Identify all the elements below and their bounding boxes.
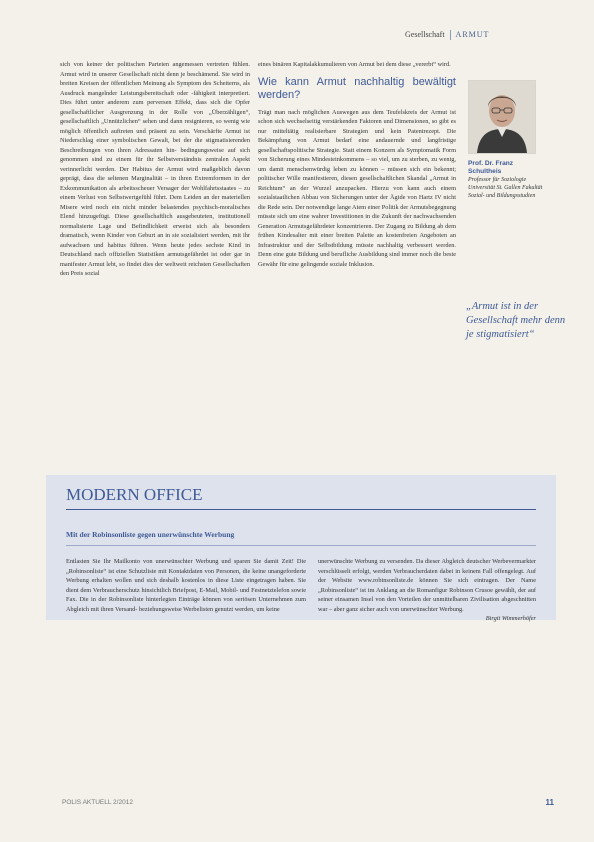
author-photo <box>468 80 536 154</box>
info-box <box>46 475 556 620</box>
box-title: MODERN OFFICE <box>66 485 203 504</box>
pull-quote: „Armut ist in der Gesellschaft mehr denn je stigmatisiert“ <box>466 301 566 340</box>
box-signature: Birgit Wimmerhöfer <box>485 615 536 622</box>
section-heading: Wie kann Armut nachhaltig bewältigt werden? <box>258 75 456 101</box>
header-label: Gesellschaft <box>405 30 445 39</box>
portrait-image <box>469 81 535 153</box>
box-column-left <box>66 557 306 614</box>
box-rule <box>66 509 536 510</box>
header-section: ARMUT <box>455 30 490 39</box>
header-divider <box>450 30 451 40</box>
text-column-2 <box>258 60 456 273</box>
text-column-1 <box>60 60 250 283</box>
box-subrule <box>66 545 536 546</box>
author-role: Professor für Soziologie Universität St. Gallen Fakultät Sozial- und Bildungsstudien <box>468 177 543 199</box>
page-footer <box>62 799 554 806</box>
page-number: 11 <box>545 798 554 807</box>
box-subtitle: Mit der Robinsonliste gegen unerwünschte Werbung <box>66 530 235 539</box>
author-name: Prof. Dr. Franz Schultheis <box>468 160 514 175</box>
photo-caption <box>468 160 548 200</box>
footer-publication: POLIS AKTUELL 2/2012 <box>62 799 133 806</box>
body-paragraph: Trägt man nach möglichen Auswegen aus dem Teufelskreis der Armut ist schon sich wechselseitig verstärkenden Faktoren und Dimensionen, so gibt es nur mitteltätig realisierbare Strategien und kein Patentrezept. Die Bekämpfung von Armut bedarf eine andauernde und langfristige gesellschaftspolitische Strategie. Statt einem Konzern als Symptomatik Form von Sicherung eines Mindesteinkommens – so viel, um zu sterben, zu wenig, um damit menschenwürdig leben zu können – müssen sich ein bekennt; politischer Wille manifestieren, diesen gesellschaftlichen Skandal „Armut in Reichtum“ an der Wurzel anzupacken. Hierzu von kann auch einem sozialstaatlichen Abbau von Sicherungen unter der Ägide von Hartz IV nicht die Rede sein. Der notwendige lange Atem einer Politik der Armutsbegegnung müsste sich um eine wahrer Investitionen in die Zukunft der nachwachsenden Generation Armutsgefährdeter konzentrieren. Der Zugang zu Bildung ab dem frühen Kindesalter mit einer breiten Palette an kostenfreien Angeboten an Infrastruktur und der Selbstbildung müsste nachhaltig verbessert werden. Denn eine gute Bildung und berufliche Ausbildung sind immer noch die beste Gewähr für eine gelingende soziale Inklusion. <box>258 108 456 268</box>
box-paragraph: Entlasten Sie Ihr Mailkonto von unerwünschter Werbung und sparen Sie damit Zeit! Die „Robinsonliste“ ist eine Schutzliste mit Kontaktdaten von Personen, die keine unangeforderte Werbung erhalten wollen und sich deshalb kostenlos in diese Liste eingetragen haben. Sie dient dem Verbraucherschutz hinsichtlich Briefpost, E-Mail, Mobil- und Festnetztelefon sowie Fax. Die in der Robinsonliste hinterlegten Einträge können von seriösen Unternehmen zum Abgleich mit ihren Versand- beziehungsweise Werbelisten genutzt werden, um keine <box>66 558 306 613</box>
body-paragraph: sich von keiner der politischen Parteien angemessen vertreten fühlen. Armut wird in unserer Gesellschaft nicht denn je beschämend. Sie wird in breiten Kreisen der öffentlichen Meinung als Symptom des Scheiterns, als Ausdruck mangelnder Leistungsbereitschaft oder -fähigkeit interpretiert. Dies führt unter anderem zum perversen Effekt, dass sich die Opfer gesellschaftlicher Ausgrenzung in der Rolle von „Überzähligen“, gesellschaftlich „Unnützlichen“ sehen und dann resignieren, so wenig wie möglich öffentlich auftreten und präsent zu sein. Verschärfte Armut ist Niederschlag einer symbolischen Gewalt, bei der die stigmatisierenden Beschreibungen von ihren Adressaten hin- bedingungsweise auf sich genommen sind zu einem für ihr Selbstverständnis zentralen Aspekt verinnerlicht werden. Der Habitus der Armut wird maßgeblich davon geprägt, dass die seltenen Marginalität – in ihren Extremformen in der Exkommunikation als arbeitsscheuer Versager der Wohlfahrtsstaates – zu einem Verlust von Selbstwertgefühl führt. Dem Leiden an der materiellen Misere wird noch ein nicht minder belastendes psychisch-moralisches Elend hinzugefügt. Diese gesellschaftlich ausgebeuteten, institutionell normalisierte Lage und Befindlichkeit erweist sich als besonders dramatisch, wenn Kinder von Geburt an in sie sozialisiert werden, mit ihr aufwachsen und habitus führen. Wenn heute jedes sechste Kind in Deutschland nach offiziellen Statistiken armutsgefährdet ist oder gar in manifester Armut lebt, so findet dies der weltweit reichsten Gesellschaften den Preis sozial <box>60 61 250 277</box>
box-column-right <box>318 557 536 624</box>
body-paragraph: eines binären Kapitalakkumulieren von Armut bei dem diese „vererbt“ wird. <box>258 61 451 68</box>
running-header <box>405 30 489 40</box>
box-paragraph: unerwünschte Werbung zu versenden. Da dieser Abgleich deutscher Werbevermarkter verschlüsselt erfolgt, werden Verbraucherdaten dabei in keinem Fall offengelegt. Auf der Website www.robinsonliste.de können Sie sich eintragen. Der Name „Robinsonliste“ ist im Anklang an die Romanfigur Robinson Crusoe gewählt, der auf seiner einsamen Insel von den Vorteilen der unmittelbaren Zivilisation abgeschnitten war – aber ganz sicher auch von unerwünschter Werbung. <box>318 558 536 613</box>
